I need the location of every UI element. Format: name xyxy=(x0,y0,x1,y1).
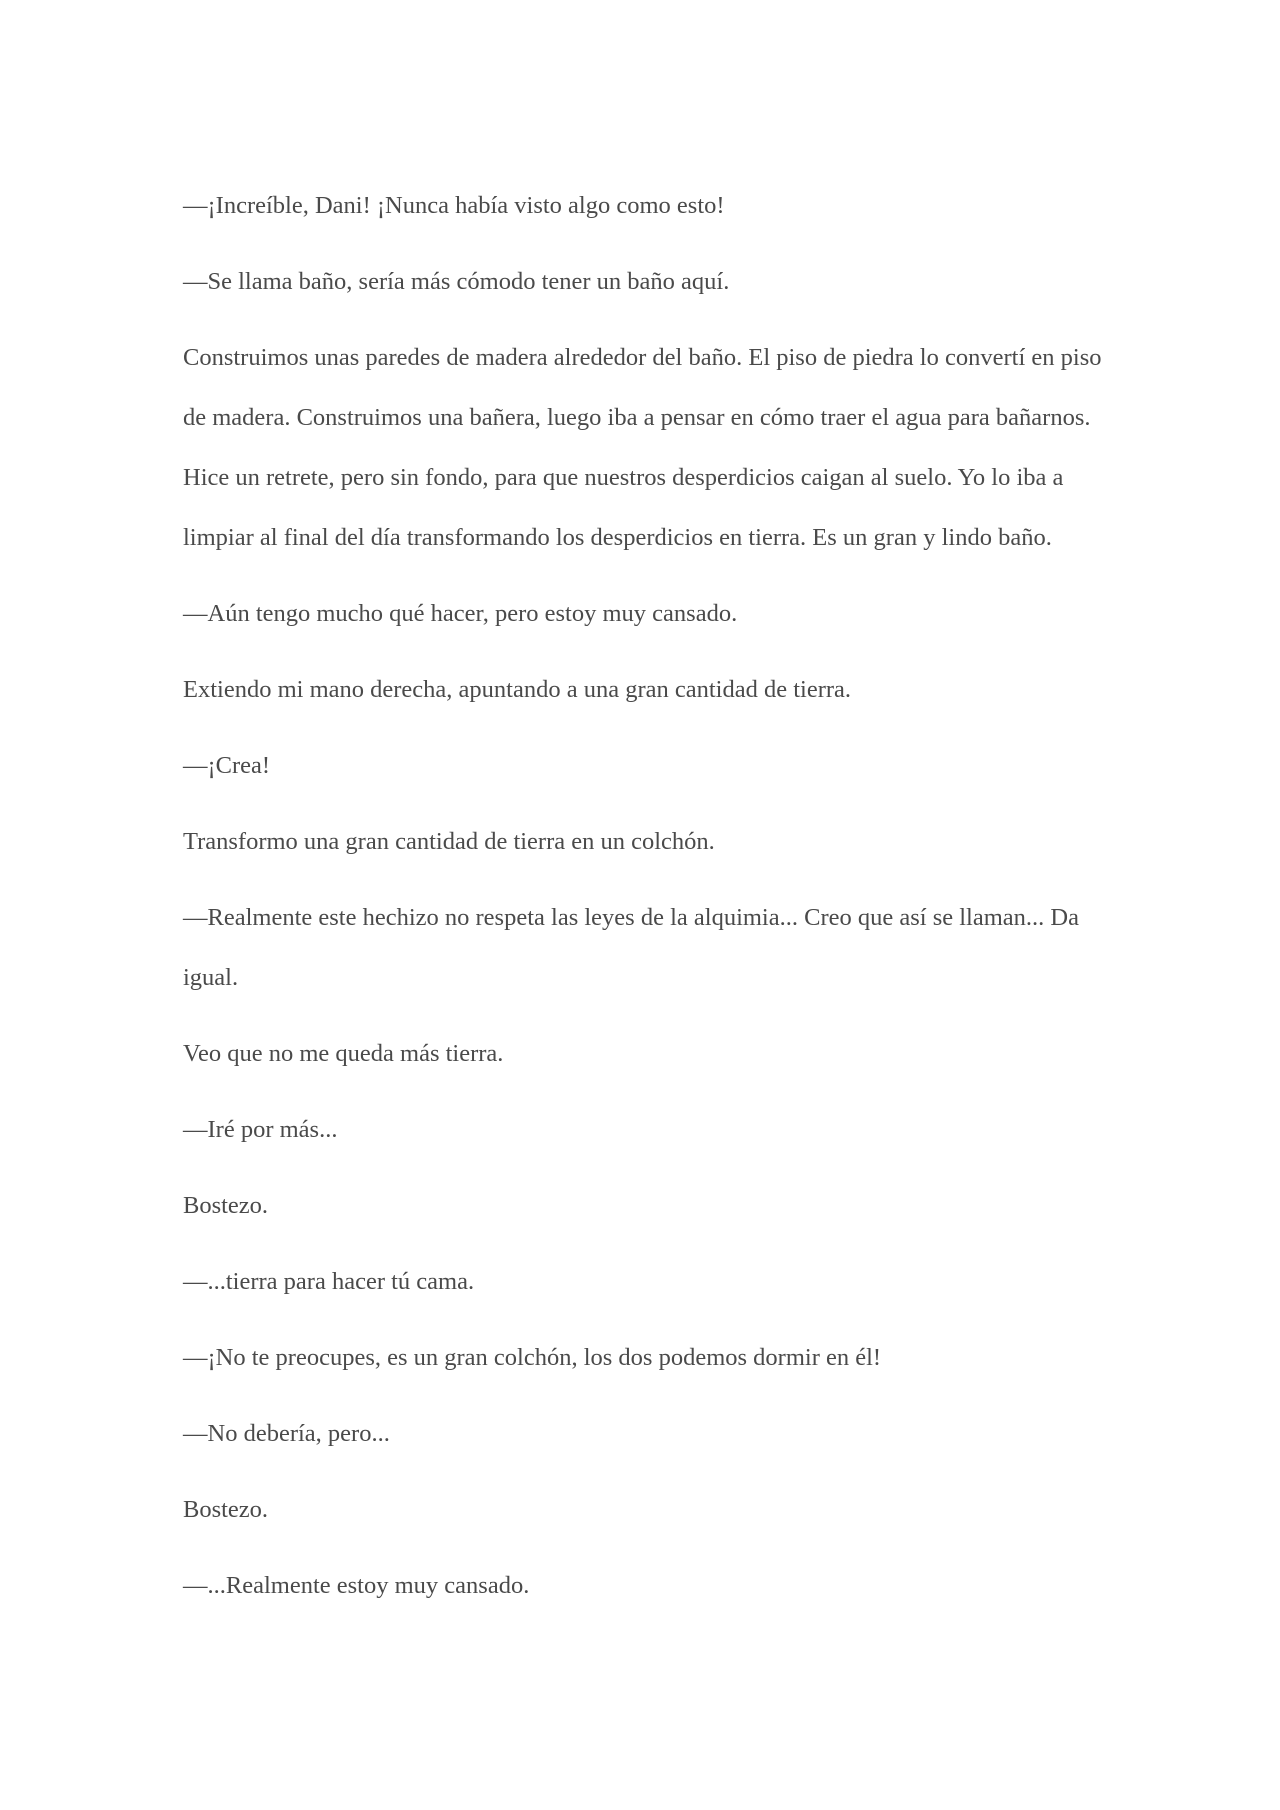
paragraph: Veo que no me queda más tierra. xyxy=(183,1040,504,1067)
paragraph: Construimos unas paredes de madera alrededor del baño. El piso de piedra lo convertí en piso de madera. Construimos una bañera, luego iba a pensar en cómo traer el agua para bañarnos. Hice un retrete, pero sin fondo, para que nuestros desperdicios caigan al suelo. Yo lo iba a limpiar al final del día transformando los desperdicios en tierra. Es un gran y lindo baño. xyxy=(183,344,1102,551)
paragraph: —Realmente este hechizo no respeta las leyes de la alquimia... Creo que así se llaman... Da igual. xyxy=(183,904,1079,991)
paragraph: —¡No te preocupes, es un gran colchón, los dos podemos dormir en él! xyxy=(183,1344,882,1371)
paragraph: Bostezo. xyxy=(183,1496,269,1523)
paragraph: —No debería, pero... xyxy=(183,1420,390,1447)
paragraph: Transformo una gran cantidad de tierra en un colchón. xyxy=(183,828,715,855)
paragraph: —Iré por más... xyxy=(183,1116,338,1143)
paragraph: —¡Increíble, Dani! ¡Nunca había visto algo como esto! xyxy=(183,192,725,219)
paragraph: —¡Crea! xyxy=(183,752,271,779)
paragraph: —...tierra para hacer tú cama. xyxy=(183,1268,475,1295)
paragraph: —...Realmente estoy muy cansado. xyxy=(183,1572,530,1599)
document-page xyxy=(183,176,1103,1632)
paragraph: —Aún tengo mucho qué hacer, pero estoy muy cansado. xyxy=(183,600,738,627)
paragraph: Extiendo mi mano derecha, apuntando a una gran cantidad de tierra. xyxy=(183,676,852,703)
paragraph: Bostezo. xyxy=(183,1192,269,1219)
paragraph: —Se llama baño, sería más cómodo tener un baño aquí. xyxy=(183,268,730,295)
